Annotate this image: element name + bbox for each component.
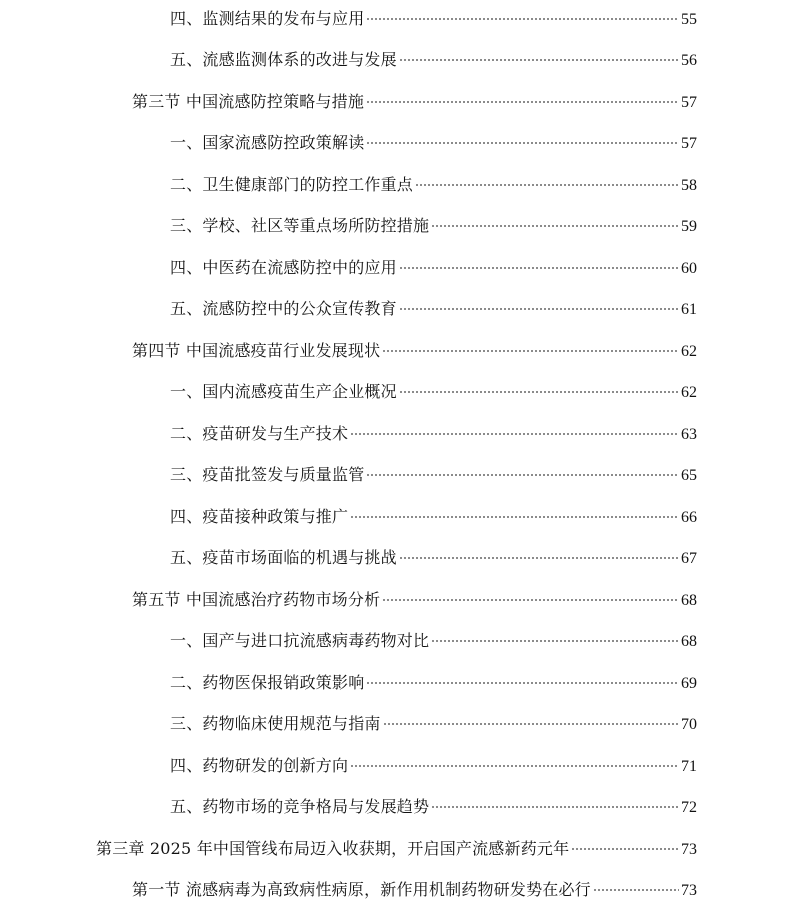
toc-entry[interactable] bbox=[170, 627, 697, 655]
toc-entry[interactable] bbox=[170, 503, 697, 531]
toc-leader-dots bbox=[383, 723, 679, 725]
toc-entry-title: 第一节 流感病毒为高致病性病原，新作用机制药物研发势在必行 bbox=[132, 880, 591, 899]
toc-leader-dots bbox=[399, 267, 679, 269]
toc-entry[interactable] bbox=[170, 295, 697, 323]
toc-entry-title: 第三节 中国流感防控策略与措施 bbox=[132, 92, 365, 111]
toc-leader-dots bbox=[399, 308, 679, 310]
toc-leader-dots bbox=[399, 557, 679, 559]
toc-leader-dots bbox=[431, 225, 679, 227]
toc-entry[interactable] bbox=[170, 378, 697, 406]
toc-entry-title: 五、流感防控中的公众宣传教育 bbox=[170, 299, 397, 318]
toc-entry[interactable] bbox=[96, 835, 697, 863]
toc-entry-page: 72 bbox=[681, 799, 697, 816]
toc-leader-dots bbox=[366, 142, 679, 144]
toc-entry-page: 59 bbox=[681, 218, 697, 235]
toc-entry[interactable] bbox=[170, 46, 697, 74]
toc-entry-page: 55 bbox=[681, 11, 697, 28]
toc-entry-page: 57 bbox=[681, 135, 697, 152]
toc-entry-title: 第五节 中国流感治疗药物市场分析 bbox=[132, 590, 381, 609]
toc-entry-title: 二、卫生健康部门的防控工作重点 bbox=[170, 175, 414, 194]
toc-entry[interactable] bbox=[132, 876, 697, 904]
toc-entry-title: 四、药物研发的创新方向 bbox=[170, 756, 349, 775]
toc-leader-dots bbox=[350, 433, 679, 435]
toc-leader-dots bbox=[571, 848, 679, 850]
toc-entry[interactable] bbox=[170, 212, 697, 240]
toc-entry-page: 73 bbox=[681, 882, 697, 899]
toc-entry[interactable] bbox=[170, 420, 697, 448]
toc-entry-title: 三、学校、社区等重点场所防控措施 bbox=[170, 216, 430, 235]
toc-entry-title: 第四节 中国流感疫苗行业发展现状 bbox=[132, 341, 381, 360]
toc-entry-title: 五、疫苗市场面临的机遇与挑战 bbox=[170, 548, 397, 567]
toc-leader-dots bbox=[366, 682, 679, 684]
toc-entry-page: 60 bbox=[681, 260, 697, 277]
toc-entry-page: 69 bbox=[681, 675, 697, 692]
toc-leader-dots bbox=[366, 474, 679, 476]
toc-leader-dots bbox=[399, 59, 679, 61]
toc-entry-title: 四、监测结果的发布与应用 bbox=[170, 9, 365, 28]
toc-entry-title: 二、药物医保报销政策影响 bbox=[170, 673, 365, 692]
toc-leader-dots bbox=[431, 806, 679, 808]
toc-entry[interactable] bbox=[170, 5, 697, 33]
toc-entry-page: 61 bbox=[681, 301, 697, 318]
toc-entry-title: 二、疫苗研发与生产技术 bbox=[170, 424, 349, 443]
toc-leader-dots bbox=[350, 765, 679, 767]
toc-entry-page: 62 bbox=[681, 343, 697, 360]
toc-entry-page: 58 bbox=[681, 177, 697, 194]
toc-leader-dots bbox=[366, 101, 679, 103]
toc-entry-title: 三、药物临床使用规范与指南 bbox=[170, 714, 381, 733]
toc-entry[interactable] bbox=[170, 129, 697, 157]
toc-entry-title: 第三章 2025 年中国管线布局迈入收获期，开启国产流感新药元年 bbox=[96, 839, 570, 858]
toc-entry-page: 56 bbox=[681, 52, 697, 69]
toc-entry-title: 五、药物市场的竞争格局与发展趋势 bbox=[170, 797, 430, 816]
toc-entry[interactable] bbox=[132, 88, 697, 116]
toc-leader-dots bbox=[399, 391, 679, 393]
toc-leader-dots bbox=[382, 599, 679, 601]
toc-entry-title: 三、疫苗批签发与质量监管 bbox=[170, 465, 365, 484]
toc-entry-title: 一、国家流感防控政策解读 bbox=[170, 133, 365, 152]
toc-leader-dots bbox=[382, 350, 679, 352]
toc-entry-title: 一、国产与进口抗流感病毒药物对比 bbox=[170, 631, 430, 650]
toc-entry-page: 62 bbox=[681, 384, 697, 401]
toc-entry[interactable] bbox=[170, 752, 697, 780]
toc-entry[interactable] bbox=[170, 793, 697, 821]
toc-entry[interactable] bbox=[170, 254, 697, 282]
toc-entry-page: 57 bbox=[681, 94, 697, 111]
toc-entry-page: 71 bbox=[681, 758, 697, 775]
toc-entry-title: 一、国内流感疫苗生产企业概况 bbox=[170, 382, 397, 401]
toc-entry-page: 68 bbox=[681, 592, 697, 609]
toc-entry-page: 70 bbox=[681, 716, 697, 733]
toc-entry-page: 73 bbox=[681, 841, 697, 858]
toc-leader-dots bbox=[366, 18, 679, 20]
toc-entry[interactable] bbox=[170, 710, 697, 738]
toc-entry-page: 68 bbox=[681, 633, 697, 650]
toc-entry[interactable] bbox=[170, 669, 697, 697]
toc-entry[interactable] bbox=[132, 586, 697, 614]
toc-entry[interactable] bbox=[170, 171, 697, 199]
toc-entry-page: 66 bbox=[681, 509, 697, 526]
toc-leader-dots bbox=[431, 640, 679, 642]
toc-entry-page: 63 bbox=[681, 426, 697, 443]
toc-entry[interactable] bbox=[132, 337, 697, 365]
toc-entry-title: 四、疫苗接种政策与推广 bbox=[170, 507, 349, 526]
toc-entry-page: 67 bbox=[681, 550, 697, 567]
toc-leader-dots bbox=[593, 889, 679, 891]
toc-entry[interactable] bbox=[170, 461, 697, 489]
toc-entry-page: 65 bbox=[681, 467, 697, 484]
toc-entry-title: 四、中医药在流感防控中的应用 bbox=[170, 258, 397, 277]
toc-entry-title: 五、流感监测体系的改进与发展 bbox=[170, 50, 397, 69]
toc-leader-dots bbox=[350, 516, 679, 518]
toc-entry[interactable] bbox=[170, 544, 697, 572]
toc-leader-dots bbox=[415, 184, 679, 186]
